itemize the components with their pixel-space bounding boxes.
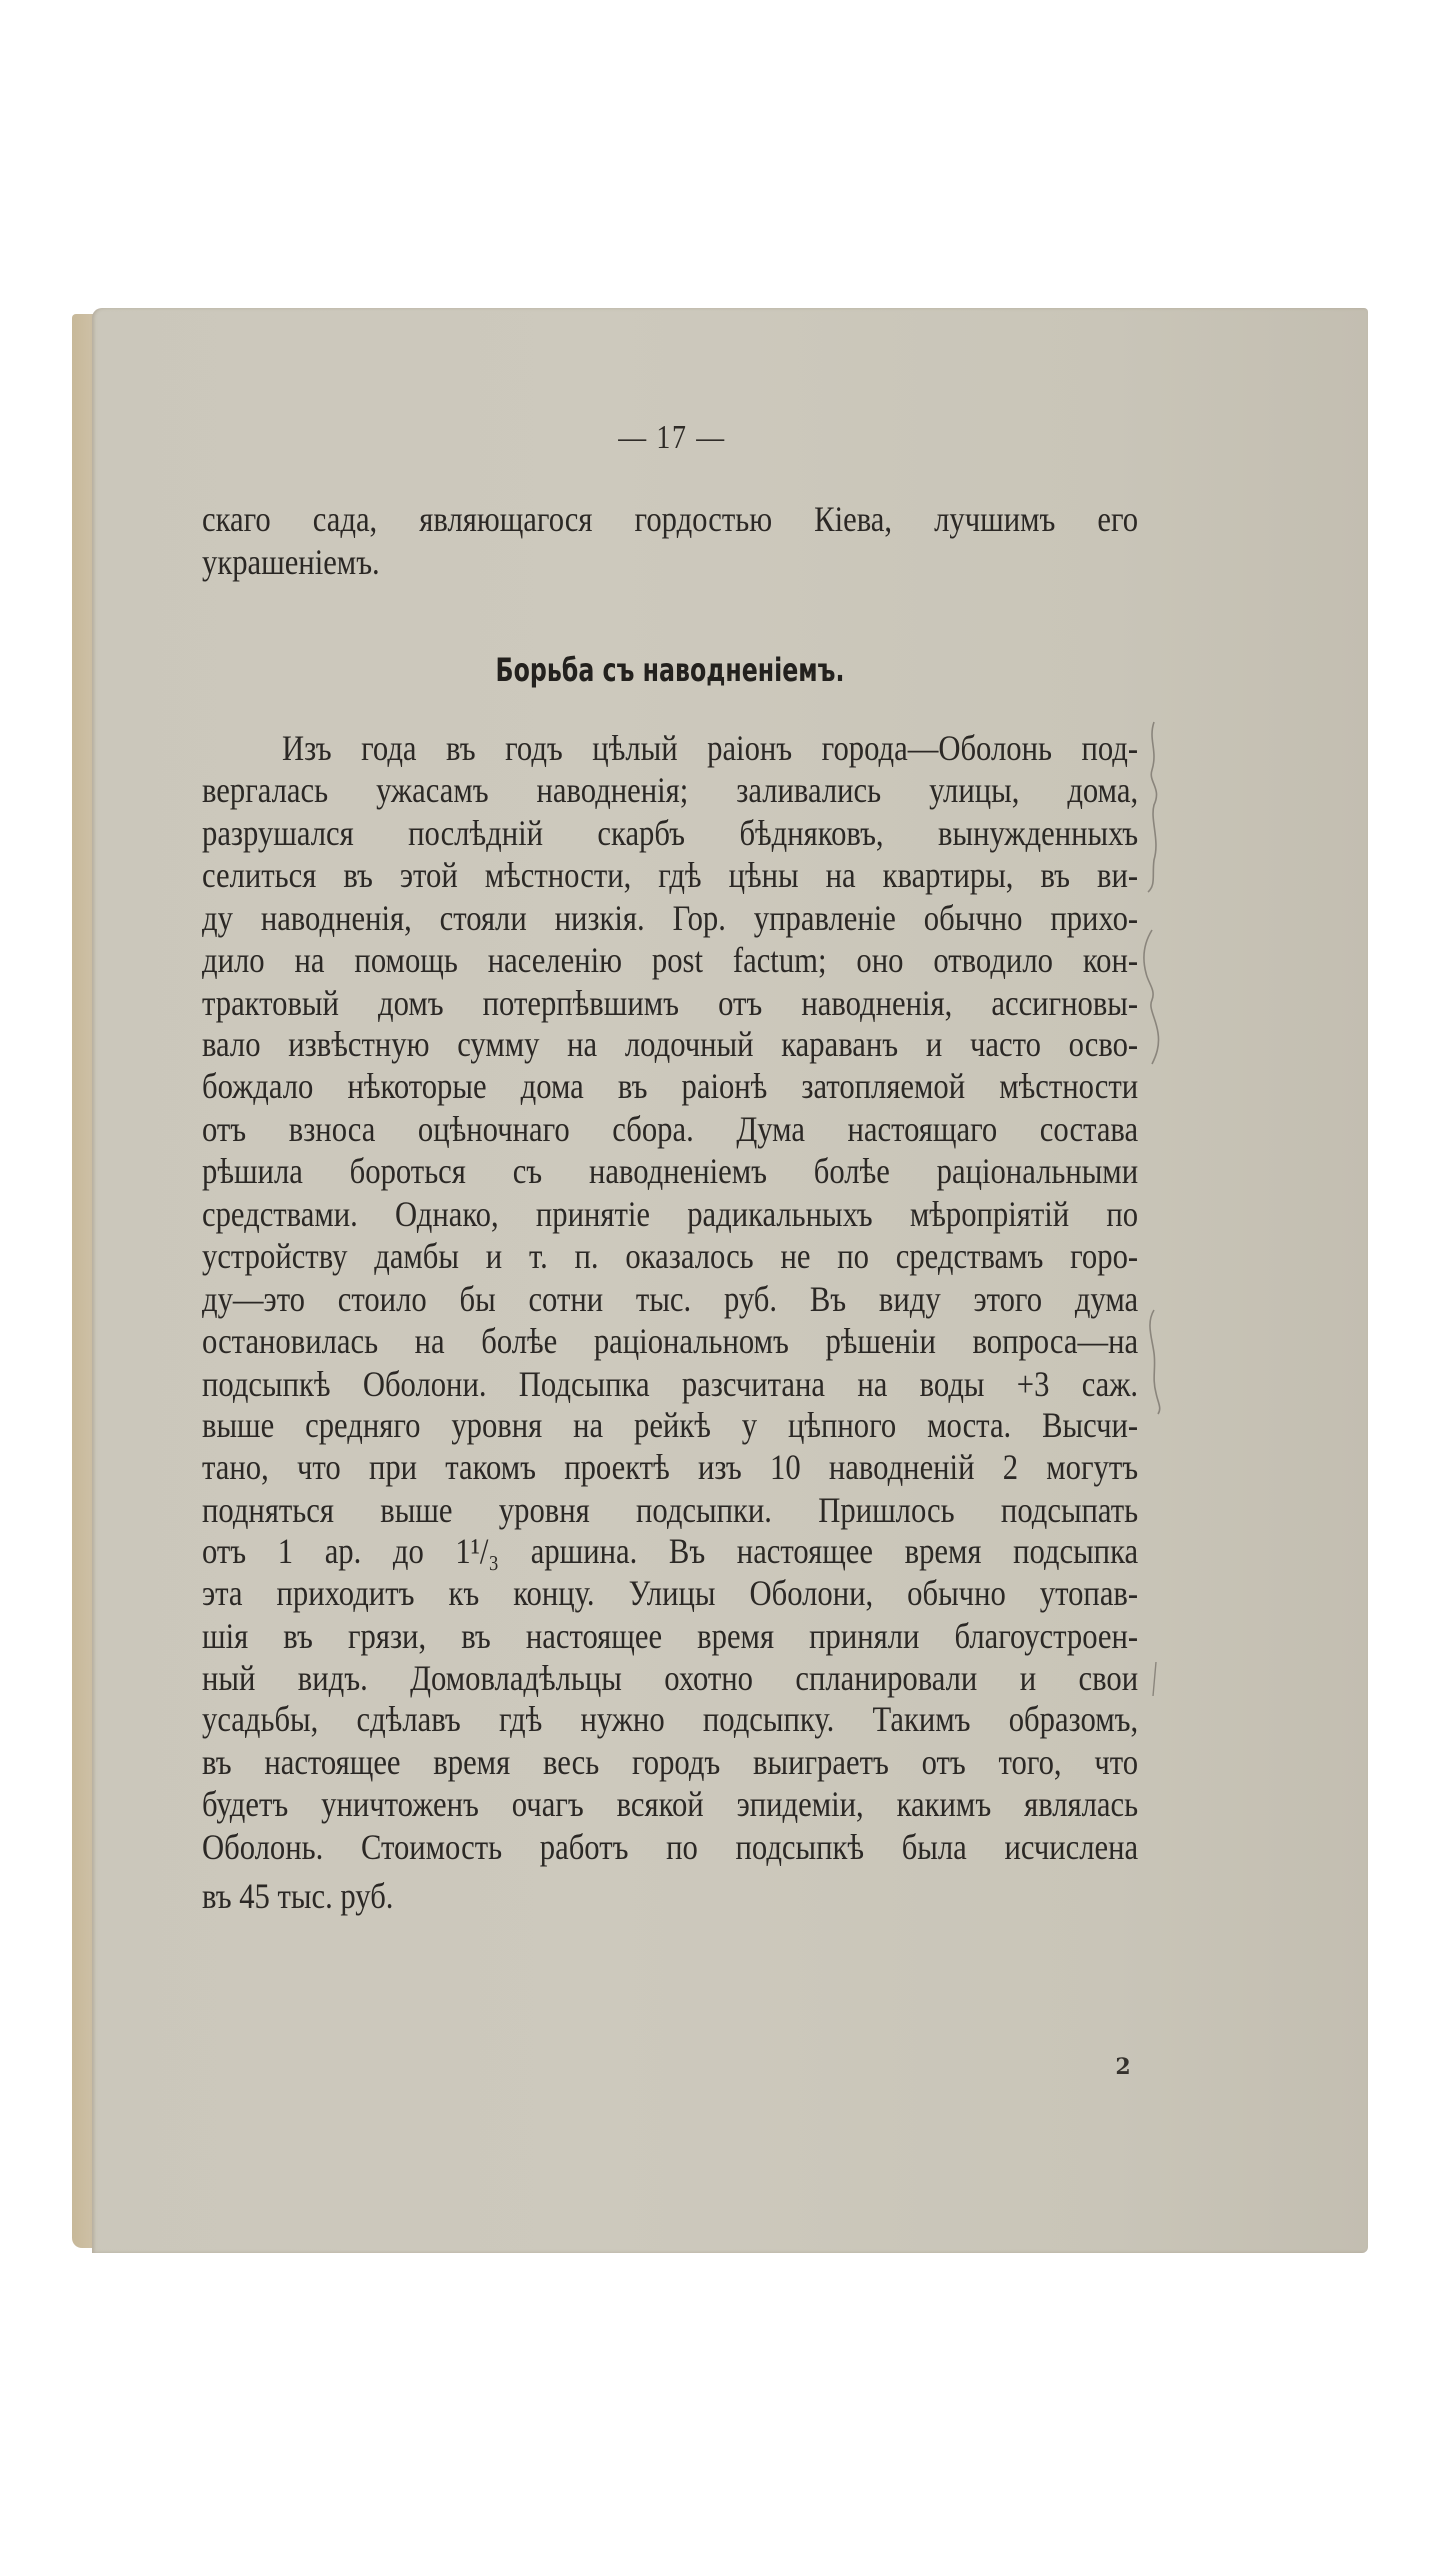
pencil-bracket-mark bbox=[1144, 1308, 1174, 1418]
text-line: средствами. Однако, принятіе радикальныхъ мѣропріятій по bbox=[202, 1194, 1139, 1234]
text-line: отъ взноса оцѣночнаго сбора. Дума настоящаго состава bbox=[202, 1109, 1139, 1149]
text-line: въ настоящее время весь городъ выиграетъ отъ того, что bbox=[202, 1742, 1139, 1782]
text-line: скаго сада, являющагося гордостью Кіева, лучшимъ его bbox=[202, 499, 1139, 539]
text-line: трактовый домъ потерпѣвшимъ отъ наводненія, ассигновы- bbox=[202, 983, 1139, 1023]
text-line: подсыпкѣ Оболони. Подсыпка разсчитана на воды +3 саж. bbox=[202, 1364, 1139, 1404]
text-line: шія въ грязи, въ настоящее время приняли благоустроен- bbox=[202, 1616, 1139, 1656]
text-line: бождало нѣкоторые дома въ раіонѣ затопляемой мѣстности bbox=[202, 1066, 1139, 1106]
signature-mark: 2 bbox=[1115, 2054, 1131, 2080]
text-line: отъ 1 ар. до 1¹/₃ аршина. Въ настоящее время подсыпка bbox=[202, 1531, 1139, 1571]
pencil-bracket-mark bbox=[1138, 928, 1168, 1068]
page-number-header: — 17 — bbox=[618, 419, 726, 456]
text-line: тано, что при такомъ проектѣ изъ 10 наводненій 2 могутъ bbox=[202, 1447, 1139, 1487]
text-line: выше средняго уровня на рейкѣ у цѣпного моста. Высчи- bbox=[202, 1405, 1139, 1445]
text-line: украшеніемъ. bbox=[202, 542, 380, 582]
text-line: дило на помощь населенію post factum; оно отводило кон- bbox=[202, 940, 1139, 980]
text-line: усадьбы, сдѣлавъ гдѣ нужно подсыпку. Такимъ образомъ, bbox=[202, 1699, 1139, 1739]
text-line: разрушался послѣдній скарбъ бѣдняковъ, вынужденныхъ bbox=[202, 813, 1139, 853]
pencil-bracket-mark bbox=[1140, 720, 1170, 895]
text-line: ду—это стоило бы сотни тыс. руб. Въ виду этого дума bbox=[202, 1279, 1139, 1319]
text-line: устройству дамбы и т. п. оказалось не по средствамъ горо- bbox=[202, 1236, 1139, 1276]
text-line: эта приходитъ къ концу. Улицы Оболони, обычно утопав- bbox=[202, 1573, 1139, 1613]
text-line: остановилась на болѣе раціональномъ рѣшеніи вопроса—на bbox=[202, 1321, 1139, 1361]
text-line: рѣшила бороться съ наводненіемъ болѣе раціональными bbox=[202, 1151, 1139, 1191]
text-line: въ 45 тыс. руб. bbox=[202, 1876, 394, 1916]
pencil-tick-mark bbox=[1148, 1660, 1160, 1700]
text-line: будетъ уничтоженъ очагъ всякой эпидеміи, какимъ являлась bbox=[202, 1784, 1139, 1824]
text-line: ный видъ. Домовладѣльцы охотно спланировали и свои bbox=[202, 1658, 1139, 1698]
text-line: Изъ года въ годъ цѣлый раіонъ города—Оболонь под- bbox=[282, 728, 1139, 768]
text-line: вало извѣстную сумму на лодочный караванъ и часто осво- bbox=[202, 1024, 1139, 1064]
text-line: селиться въ этой мѣстности, гдѣ цѣны на квартиры, въ ви- bbox=[202, 855, 1139, 895]
text-line: Оболонь. Стоимость работъ по подсыпкѣ была исчислена bbox=[202, 1827, 1139, 1867]
text-line: ду наводненія, стояли низкія. Гор. управленіе обычно прихо- bbox=[202, 898, 1139, 938]
text-line: вергалась ужасамъ наводненія; заливались улицы, дома, bbox=[202, 770, 1139, 810]
section-title: Борьба съ наводненіемъ. bbox=[495, 651, 845, 689]
text-line: подняться выше уровня подсыпки. Пришлось подсыпать bbox=[202, 1490, 1139, 1530]
